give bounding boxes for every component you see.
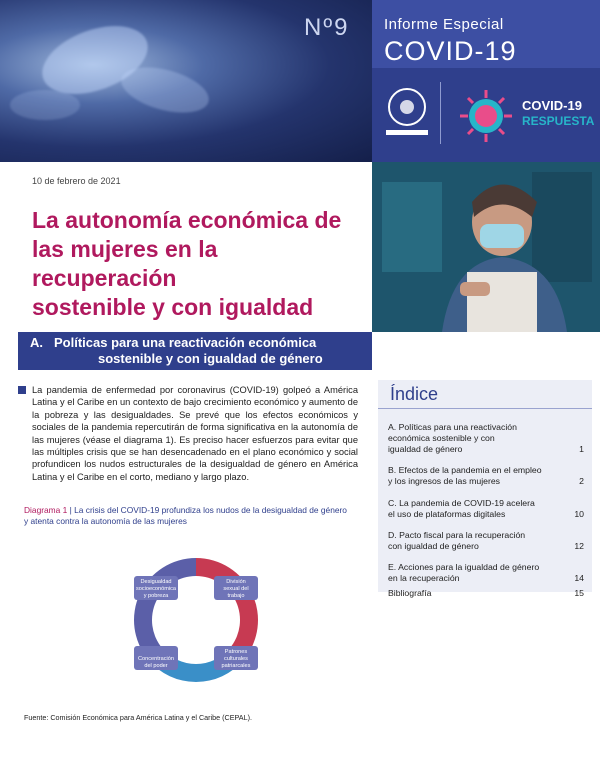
diagram-node-label: Concentración del poder <box>137 656 175 669</box>
issue-number: Nº9 <box>304 14 350 41</box>
index-item-text: C. La pandemia de COVID-19 acelera <box>388 498 535 508</box>
publication-date: 10 de febrero de 2021 <box>32 176 121 186</box>
diagram-node <box>214 576 258 600</box>
index-item-text: y los ingresos de las mujeres <box>388 476 501 486</box>
index-item[interactable] <box>388 498 584 520</box>
series-title: COVID-19 <box>384 36 517 66</box>
bullet-square-icon <box>18 386 26 394</box>
index-item-text: igualdad de género <box>388 444 463 454</box>
index-divider <box>378 408 592 409</box>
diagram-node <box>134 576 178 600</box>
body-paragraph: La pandemia de enfermedad por coronavirus (COVID-19) golpeó a América Latina y el Caribe en un contexto de bajo crecimiento económico y aumento de la pobreza y las desigualdades. Se prevé que los efectos económicos y sociales de la pandemia repercutirán de forma significativa en la autonomía de las mujeres (véase el diagrama 1). Es preciso hacer esfuerzos para evitar que las múltiples crisis que se han desencadenado en el plano económico y social profundicen los nudos estructurales de la desigualdad de género en América Latina y el Caribe en el corto, mediano y largo plazo. <box>32 385 358 482</box>
index-page-number: 10 <box>574 509 584 519</box>
index-item[interactable] <box>388 562 584 584</box>
diagram-caption-line2: y atenta contra la autonomía de las mujeres <box>24 516 187 526</box>
page-title <box>32 206 362 322</box>
index-item-text: económica sostenible y con <box>388 433 495 443</box>
section-header <box>18 332 372 370</box>
un-emblem-icon <box>388 88 426 126</box>
logo-covid-text: COVID-19 <box>522 98 582 113</box>
diagram-node <box>214 646 258 670</box>
index-page-number: 14 <box>574 573 584 583</box>
un-logo-bar <box>386 130 428 135</box>
section-title-line2: sostenible y con igualdad de género <box>98 351 323 366</box>
index-item-text: E. Acciones para la igualdad de género <box>388 562 540 572</box>
title-line: sostenible y con igualdad <box>32 294 314 320</box>
diagram-node <box>134 646 178 670</box>
section-title-line1: Políticas para una reactivación económica <box>54 335 317 350</box>
diagram-figure <box>24 532 366 710</box>
worker-photo <box>372 162 600 332</box>
index-page-number: 15 <box>574 588 584 598</box>
header-band-top <box>372 0 600 68</box>
header-band <box>372 0 600 162</box>
index-item-text: B. Efectos de la pandemia en el empleo <box>388 465 542 475</box>
index-panel <box>378 380 592 598</box>
index-item[interactable] <box>388 422 584 455</box>
diagram-nodes <box>134 576 258 670</box>
index-item-text: el uso de plataformas digitales <box>388 509 506 519</box>
diagram-caption-line1: La crisis del COVID-19 profundiza los nudos de la desigualdad de género <box>74 505 347 515</box>
series-label: Informe Especial <box>384 16 504 33</box>
index-item[interactable] <box>388 530 584 552</box>
title-line: las mujeres en la recuperación <box>32 236 218 291</box>
index-item[interactable] <box>388 588 584 599</box>
index-item-text: Bibliografía <box>388 588 432 598</box>
section-letter: A. <box>30 335 43 350</box>
logo-separator <box>440 82 441 144</box>
index-page-number: 1 <box>579 444 584 454</box>
index-page-number: 2 <box>579 476 584 486</box>
index-title: Índice <box>390 384 439 404</box>
index-item-text: en la recuperación <box>388 573 460 583</box>
diagram-prefix: Diagrama 1 <box>24 505 68 515</box>
diagram-node-label: División sexual del trabajo <box>223 579 249 599</box>
logo-response-text: RESPUESTA <box>522 114 595 128</box>
worker-photo-illustration <box>372 162 600 332</box>
diagram-node-label: Patrones culturales patriarcales <box>221 649 251 669</box>
ring-segment-red <box>196 558 258 660</box>
source-note: Fuente: Comisión Económica para América Latina y el Caribe (CEPAL). <box>24 713 252 722</box>
title-line: La autonomía económica de <box>32 207 342 233</box>
diagram-caption: Diagrama 1 | La crisis del COVID-19 profundiza los nudos de la desigualdad de género y atenta contra la autonomía de las mujeres <box>24 505 347 526</box>
index-item-text: A. Políticas para una reactivación <box>388 422 517 432</box>
index-item-text: D. Pacto fiscal para la recuperación <box>388 530 526 540</box>
hero-image <box>0 0 372 162</box>
ring-segment-purple <box>134 558 196 660</box>
index-item-text: con igualdad de género <box>388 541 479 551</box>
diagram-node-label: Desigualdad socioeconómica y pobreza <box>135 579 177 599</box>
covid-virus-icon <box>456 86 516 146</box>
index-item[interactable] <box>388 465 584 487</box>
index-page-number: 12 <box>574 541 584 551</box>
